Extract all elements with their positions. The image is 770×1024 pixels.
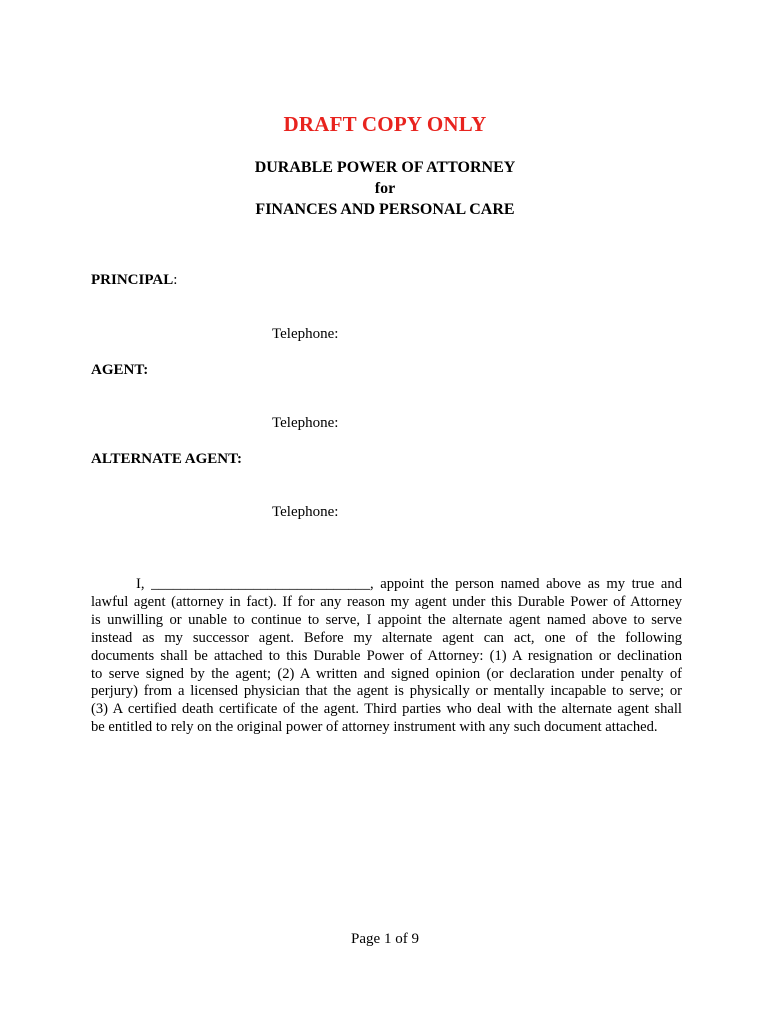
alternate-agent-telephone: Telephone: [272,504,339,520]
paragraph-line: lawful agent (attorney in fact). If for any reason my agent under this Durable Power of Attorney [91,593,682,610]
paragraph-line: documents shall be attached to this Durable Power of Attorney: (1) A resignation or declination [91,647,682,664]
paragraph-line: to serve signed by the agent; (2) A written and signed opinion (or declaration under penalty of [91,665,682,682]
paragraph-line: I, ______________________________, appoint the person named above as my true and [136,576,682,592]
agent-telephone: Telephone: [272,415,339,431]
agent-label: AGENT: [91,362,149,378]
principal-label-colon: : [173,272,178,288]
principal-label-text: PRINCIPAL [91,272,174,288]
title-line-2: for [374,180,396,197]
document-title [0,157,770,220]
paragraph-line: instead as my successor agent. Before my alternate agent can act, one of the following [91,629,682,646]
title-line-3: FINANCES AND PERSONAL CARE [255,201,515,218]
draft-notice: DRAFT COPY ONLY [283,112,487,136]
principal-label [91,272,177,289]
appointment-paragraph [91,576,682,737]
paragraph-line: (3) A certified death certificate of the agent. Third parties who deal with the alternate agent shall [91,701,682,718]
alternate-agent-label: ALTERNATE AGENT: [91,451,243,467]
page-number: Page 1 of 9 [351,931,419,947]
title-line-1: DURABLE POWER OF ATTORNEY [254,159,516,176]
paragraph-line: be entitled to rely on the original power of attorney instrument with any such document attached. [91,719,658,736]
paragraph-line: is unwilling or unable to continue to serve, I appoint the alternate agent named above to serve [91,611,682,628]
paragraph-line: perjury) from a licensed physician that the agent is physically or mentally incapable to serve; or [91,683,682,700]
principal-telephone: Telephone: [272,326,339,342]
